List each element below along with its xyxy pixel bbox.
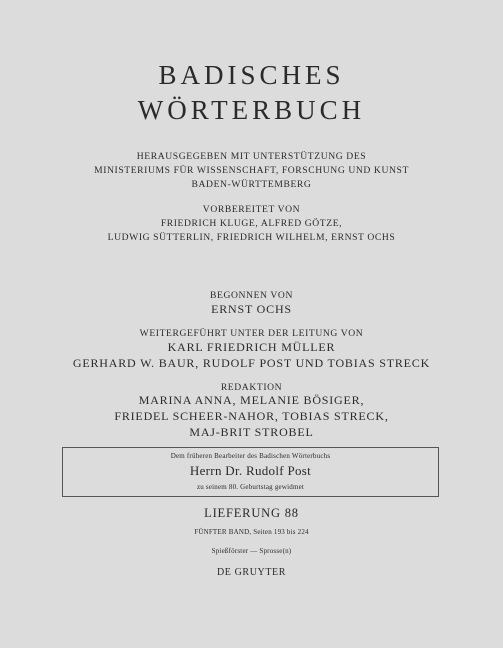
dedication-name: Herrn Dr. Rudolf Post bbox=[189, 463, 312, 478]
continued-label: WEITERGEFÜHRT UNTER DER LEITUNG VON bbox=[139, 328, 364, 339]
editorial-line-3: MAJ-BRIT STROBEL bbox=[189, 425, 314, 439]
publisher-name: DE GRUYTER bbox=[216, 567, 287, 578]
continued-line-1: KARL FRIEDRICH MÜLLER bbox=[167, 340, 336, 354]
prepared-line-2: LUDWIG SÜTTERLIN, FRIEDRICH WILHELM, ERNST OCHS bbox=[107, 232, 396, 243]
begun-name: ERNST OCHS bbox=[211, 302, 292, 316]
prepared-label: VORBEREITET VON bbox=[202, 204, 301, 215]
editorial-label: REDAKTION bbox=[220, 382, 283, 393]
issue-range: Spießförster — Sprosse(n) bbox=[211, 547, 292, 555]
issue-volume: FÜNFTER BAND, Seiten 193 bis 224 bbox=[194, 528, 309, 536]
publisher-line-3: BADEN-WÜRTTEMBERG bbox=[191, 179, 312, 190]
title-line-1: BADISCHES bbox=[158, 60, 345, 90]
continued-line-2: GERHARD W. BAUR, RUDOLF POST UND TOBIAS STRECK bbox=[72, 356, 431, 370]
begun-label: BEGONNEN VON bbox=[210, 290, 293, 301]
editorial-line-2: FRIEDEL SCHEER-NAHOR, TOBIAS STRECK, bbox=[114, 409, 389, 423]
dedication-box bbox=[62, 447, 439, 497]
prepared-line-1: FRIEDRICH KLUGE, ALFRED GÖTZE, bbox=[160, 218, 343, 229]
issue-label: LIEFERUNG 88 bbox=[204, 506, 299, 520]
publisher-line-1: HERAUSGEGEBEN MIT UNTERSTÜTZUNG DES bbox=[136, 151, 367, 162]
publisher-line-2: MINISTERIUMS FÜR WISSENSCHAFT, FORSCHUNG UND KUNST bbox=[94, 165, 409, 176]
dedication-line-3: zu seinem 80. Geburtstag gewidmet bbox=[196, 483, 305, 491]
editorial-line-1: MARINA ANNA, MELANIE BÖSIGER, bbox=[138, 393, 365, 407]
title-line-2: WÖRTERBUCH bbox=[137, 95, 366, 125]
dedication-line-1: Dem früheren Bearbeiter des Badischen Wörterbuchs bbox=[170, 452, 331, 460]
